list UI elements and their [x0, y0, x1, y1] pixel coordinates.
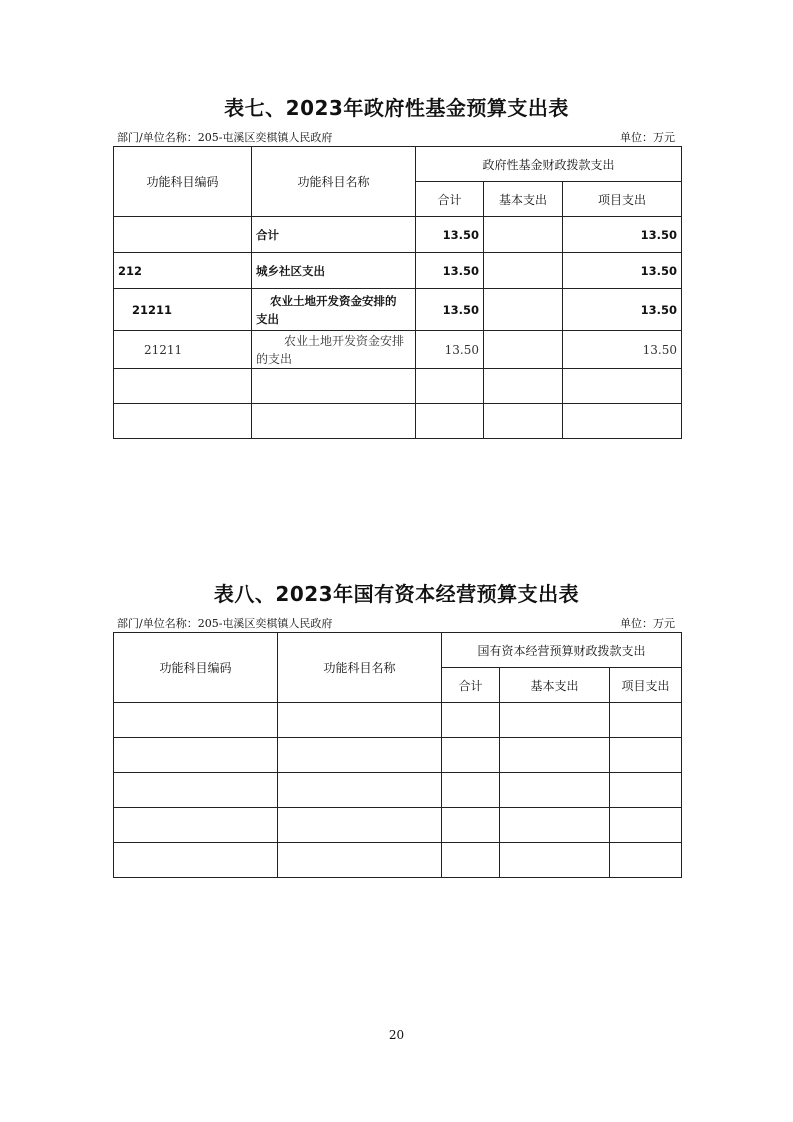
table-row-empty [114, 404, 682, 439]
table7-unit: 单位：万元 [620, 131, 675, 144]
table8-header-basic: 基本支出 [500, 668, 610, 703]
table8-header-project: 项目支出 [610, 668, 682, 703]
table8-header-name: 功能科目名称 [278, 633, 442, 703]
row-total: 13.50 [416, 331, 484, 369]
table8 [113, 632, 682, 878]
row-name: 合计 [252, 217, 416, 253]
table-row-empty [114, 843, 682, 878]
table7-header-basic: 基本支出 [484, 182, 563, 217]
row-name [252, 331, 416, 369]
page-number: 20 [388, 1028, 405, 1042]
table-row-empty [114, 738, 682, 773]
table7-header-project: 项目支出 [563, 182, 682, 217]
row-name-line2: 的支出 [256, 351, 293, 366]
table7-header-total: 合计 [416, 182, 484, 217]
table-row-empty [114, 773, 682, 808]
table-row-empty [114, 808, 682, 843]
row-basic [484, 331, 563, 369]
table8-dept: 部门/单位名称：205-屯溪区奕棋镇人民政府 [117, 617, 333, 630]
row-project: 13.50 [563, 217, 682, 253]
row-total: 13.50 [416, 253, 484, 289]
table8-header-group: 国有资本经营预算财政拨款支出 [442, 633, 682, 668]
row-project: 13.50 [563, 289, 682, 331]
table8-header-total: 合计 [442, 668, 500, 703]
table-row [114, 331, 682, 369]
table-row-empty [114, 703, 682, 738]
table7-title: 表七、2023年政府性基金预算支出表 [224, 96, 569, 120]
row-name-line1: 农业土地开发资金安排 [284, 333, 405, 348]
table-row [114, 253, 682, 289]
row-code: 21211 [114, 331, 252, 369]
row-code [114, 217, 252, 253]
row-code: 21211 [114, 289, 252, 331]
row-name: 城乡社区支出 [252, 253, 416, 289]
row-name-line1: 农业土地开发资金安排的 [270, 293, 397, 308]
table-row [114, 289, 682, 331]
row-basic [484, 217, 563, 253]
table7 [113, 146, 682, 439]
row-name [252, 289, 416, 331]
table8-header-code: 功能科目编码 [114, 633, 278, 703]
row-project: 13.50 [563, 253, 682, 289]
table8-unit: 单位：万元 [620, 617, 675, 630]
table-row-empty [114, 369, 682, 404]
table7-header-name: 功能科目名称 [252, 147, 416, 217]
row-code: 212 [114, 253, 252, 289]
table7-header-code: 功能科目编码 [114, 147, 252, 217]
table-row [114, 217, 682, 253]
table8-title: 表八、2023年国有资本经营预算支出表 [213, 582, 580, 606]
row-basic [484, 253, 563, 289]
row-basic [484, 289, 563, 331]
row-total: 13.50 [416, 289, 484, 331]
row-project: 13.50 [563, 331, 682, 369]
row-name-line2: 支出 [256, 311, 279, 326]
table7-header-group: 政府性基金财政拨款支出 [416, 147, 682, 182]
row-total: 13.50 [416, 217, 484, 253]
table7-dept: 部门/单位名称：205-屯溪区奕棋镇人民政府 [117, 131, 333, 144]
